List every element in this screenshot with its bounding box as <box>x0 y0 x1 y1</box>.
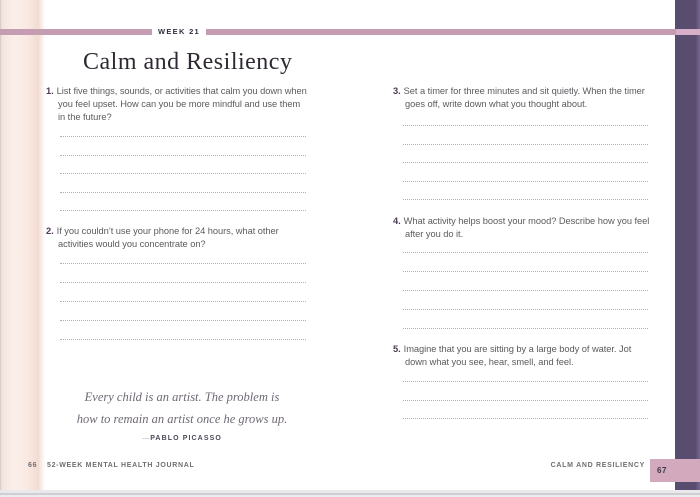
answer-line <box>403 401 648 420</box>
answer-line <box>60 321 306 340</box>
quote-line-2: how to remain an artist once he grows up. <box>76 411 288 426</box>
book-cover-edge <box>675 0 700 494</box>
question-5-number: 5. <box>393 344 401 354</box>
header-rule-right <box>206 29 676 35</box>
answer-line <box>403 108 648 127</box>
answer-line <box>60 119 306 138</box>
question-4-text: What activity helps boost your mood? Describe how you feel after you do it. <box>403 216 650 239</box>
answer-lines-question-4 <box>403 234 648 329</box>
answer-line <box>403 291 648 310</box>
question-2-number: 2. <box>46 226 54 236</box>
answer-line <box>60 137 306 156</box>
answer-line <box>403 182 648 201</box>
answer-line <box>403 234 648 253</box>
answer-line <box>403 382 648 401</box>
answer-line <box>60 283 306 302</box>
answer-line <box>403 272 648 291</box>
quote-line-1: Every child is an artist. The problem is <box>84 390 280 404</box>
question-3-text: Set a timer for three minutes and sit quietly. When the timer goes off, write down what you thought about. <box>403 86 645 109</box>
answer-line <box>403 163 648 182</box>
question-5-text: Imagine that you are sitting by a large body of water. Jot down what you see, hear, smell, and feel. <box>403 344 632 367</box>
answer-lines-question-5 <box>403 364 648 420</box>
answer-line <box>60 156 306 175</box>
answer-line <box>60 193 306 212</box>
answer-lines-question-2 <box>60 245 306 340</box>
question-1-number: 1. <box>46 86 54 96</box>
attribution-dash: — <box>142 435 151 442</box>
right-page-number-box <box>650 459 700 482</box>
answer-line <box>403 253 648 272</box>
attribution-name: PABLO PICASSO <box>150 435 222 442</box>
page-title: Calm and Resiliency <box>83 49 293 75</box>
answer-line <box>60 174 306 193</box>
quote-attribution <box>62 435 302 442</box>
answer-line <box>403 126 648 145</box>
question-4-number: 4. <box>393 216 401 226</box>
left-page-number: 66 <box>28 462 38 469</box>
page-left-edge-shade <box>0 0 45 490</box>
week-label: WEEK 21 <box>152 26 206 38</box>
footer-chapter-title: CALM AND RESILIENCY <box>550 462 645 469</box>
answer-lines-question-3 <box>403 108 648 201</box>
right-page-number: 67 <box>657 466 667 475</box>
question-2-text: If you couldn’t use your phone for 24 hours, what other activities would you concentrate on? <box>56 226 279 249</box>
header-rule-left <box>0 29 152 35</box>
answer-lines-question-1 <box>60 119 306 212</box>
answer-line <box>403 310 648 329</box>
footer-book-title: 52-WEEK MENTAL HEALTH JOURNAL <box>47 462 195 469</box>
quote-block <box>62 387 302 442</box>
answer-line <box>60 245 306 264</box>
answer-line <box>403 364 648 383</box>
question-3-number: 3. <box>393 86 401 96</box>
question-1-text: List five things, sounds, or activities that calm you down when you feel upset. How can you be more mindful and use them in the future? <box>56 86 307 122</box>
answer-line <box>403 145 648 164</box>
header-rule-over-cover <box>676 29 700 35</box>
answer-line <box>60 302 306 321</box>
answer-line <box>60 264 306 283</box>
